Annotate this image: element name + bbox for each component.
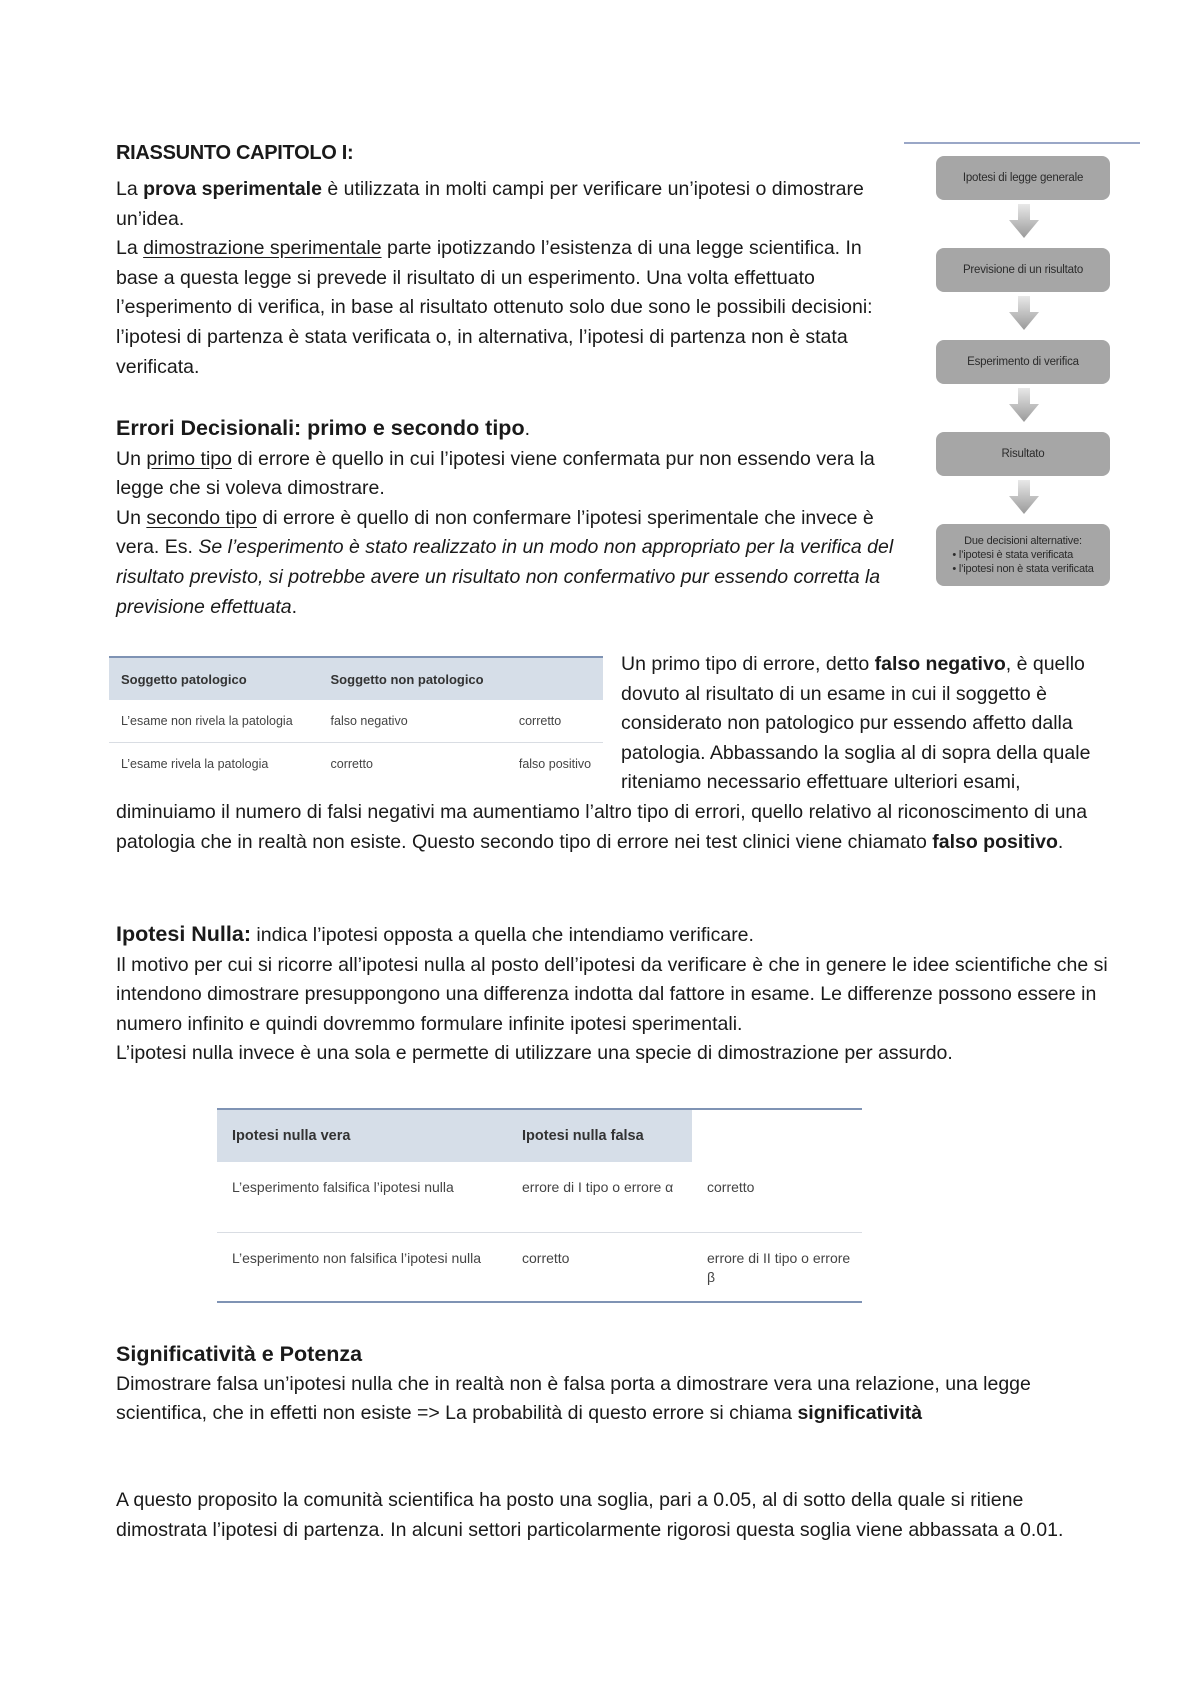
errori-paragraph-2: [116, 504, 906, 622]
text-span: indica l’ipotesi opposta a quella che intendiamo verificare.: [250, 924, 754, 946]
table-float-spacer: [116, 650, 621, 774]
flow-step-1: Ipotesi di legge generale: [936, 156, 1110, 200]
text-span: Un primo tipo di errore, detto: [621, 653, 875, 675]
table-cell: errore di II tipo o errore β: [707, 1249, 851, 1285]
text-span: di errore è quello in cui l’ipotesi viene confermata pur non essendo vera la legge che si voleva dimostrare.: [116, 447, 875, 500]
nulla-paragraph-2: L’ipotesi nulla invece è una sola e permette di utilizzare una specie di dimostrazione per assurdo.: [116, 1042, 953, 1065]
table-cell: falso positivo: [518, 757, 592, 771]
table-row: [217, 1162, 862, 1232]
table-cell: errore di I tipo o errore α: [507, 1162, 692, 1232]
nulla-paragraph-1: Il motivo per cui si ricorre all’ipotesi nulla al posto dell’ipotesi da verificare è che in genere le idee scientifiche che si intendono dimostrare presuppongono una differenza indotta dal fattore in esame. Le differenze possono essere in numero infinito e quindi dovremmo formulare infinite ipotesi sperimentali.: [116, 953, 1108, 1035]
bold-term: falso negativo: [874, 653, 1006, 675]
text-span: è utilizzata in molti campi per verificare un’ipotesi o dimostrare un’idea.: [116, 178, 864, 230]
flow-decision-item: • l’ipotesi è stata verificata: [952, 549, 1074, 561]
significativita-section: [116, 1340, 1116, 1429]
text-span: La: [116, 237, 144, 260]
text-span: .: [1057, 830, 1064, 853]
table-cell: L’esperimento falsifica l’ipotesi nulla: [217, 1162, 507, 1232]
underlined-term: secondo tipo: [146, 506, 257, 529]
flow-step-2: Previsione di un risultato: [936, 248, 1110, 292]
underlined-term: dimostrazione sperimentale: [143, 237, 382, 260]
section-heading: Significatività e Potenza: [116, 1342, 363, 1366]
chapter-title: RIASSUNTO CAPITOLO I:: [116, 142, 354, 164]
bold-term: significatività: [797, 1402, 923, 1425]
arrow-down-icon: [1009, 204, 1039, 238]
text-span: Un: [116, 447, 147, 470]
italic-example: Se l’esperimento è stato realizzato in un modo non appropriato per la verifica del risultato previsto, si potrebbe avere un risultato non confermativo pur essendo corretta la previsione effettuata: [116, 536, 894, 618]
errori-paragraph-1: [116, 445, 906, 504]
falsi-section: [116, 650, 1116, 857]
underlined-term: primo tipo: [146, 447, 232, 470]
flow-step-4: Risultato: [936, 432, 1110, 476]
table-header-cell: Ipotesi nulla falsa: [507, 1109, 692, 1162]
table-cell: falso negativo: [319, 700, 507, 743]
table-cell: L’esperimento non falsifica l’ipotesi nulla: [232, 1249, 482, 1266]
table-header-cell: Soggetto non patologico: [319, 657, 507, 700]
text-span: di errore è quello di non confermare l’ipotesi sperimentale che invece è vera. Es.: [116, 506, 874, 559]
bold-term: falso positivo: [932, 830, 1058, 853]
nulla-heading-line: [116, 920, 1116, 951]
errori-section: [116, 414, 906, 622]
text-span: parte ipotizzando l’esistenza di una legge scientifica. In base a questa legge si prevede il risultato di un esperimento. Una volta effettuato l’esperimento di verifica, in base al risultato ottenuto solo due sono le possibili decisioni: l’ipotesi di partenza è stata verificata o, in alternativa, l’ipotesi di partenza non è stata verificata.: [116, 237, 873, 378]
table-header-cell: Soggetto patologico: [109, 657, 319, 700]
arrow-down-icon: [1009, 480, 1039, 514]
arrow-down-icon: [1009, 296, 1039, 330]
table-header-cell: Ipotesi nulla vera: [217, 1109, 507, 1162]
intro-paragraph-2: [116, 234, 906, 382]
flow-decision-item: • l’ipotesi non è stata verificata: [952, 563, 1094, 575]
table-cell: L’esame rivela la patologia: [121, 757, 269, 771]
hypothesis-table: [217, 1108, 862, 1303]
section-heading: Ipotesi Nulla:: [116, 922, 251, 946]
arrow-down-icon: [1009, 388, 1039, 422]
intro-section: [116, 175, 906, 382]
table-row: [217, 1232, 862, 1302]
ipotesi-nulla-section: [116, 920, 1116, 1069]
table-header-cell: [692, 1109, 862, 1162]
text-span: Un: [116, 506, 147, 529]
text-span: , è quello dovuto al risultato di un esame in cui il soggetto è considerato non patologico pur essendo affetto dalla patologia. Abbassando la soglia al di sopra della quale riteniamo necessario effettuare ulteriori esami, diminuiamo il numero di falsi negativi ma aumentiamo l’altro tipo di errori, quello relativo al riconoscimento di una patologia che in realtà non esiste. Questo secondo tipo di errore nei test clinici viene chiamato: [116, 653, 1091, 853]
table-cell: corretto: [330, 757, 373, 771]
table-cell: L’esame non rivela la patologia: [109, 700, 319, 743]
soglia-paragraph: A questo proposito la comunità scientifica ha posto una soglia, pari a 0.05, al di sotto della quale si ritiene dimostrata l’ipotesi di partenza. In alcuni settori particolarmente rigorosi questa soglia viene abbassata a 0.01.: [116, 1489, 1064, 1541]
text-span: La: [116, 178, 144, 200]
table-header-row: [217, 1109, 862, 1162]
flowchart: [904, 142, 1144, 592]
intro-paragraph-1: [116, 175, 906, 234]
flow-step-3: Esperimento di verifica: [936, 340, 1110, 384]
bold-term: prova sperimentale: [143, 178, 322, 200]
flow-decisions-title: Due decisioni alternative:: [964, 535, 1082, 547]
flow-decisions-list: [952, 548, 1093, 576]
errori-heading: [116, 414, 906, 445]
table-cell: corretto: [507, 700, 603, 743]
section-heading: Errori Decisionali: primo e secondo tipo: [116, 416, 525, 440]
flow-step-decisions: [936, 524, 1110, 586]
text-span: .: [291, 595, 298, 618]
text-span: .: [524, 418, 530, 440]
table-cell: corretto: [522, 1249, 570, 1266]
significativita-paragraph-1: [116, 1370, 1116, 1429]
table-cell: corretto: [692, 1162, 862, 1232]
text-span: Dimostrare falsa un’ipotesi nulla che in realtà non è falsa porta a dimostrare vera una relazione, una legge scientifica, che in effetti non esiste => La probabilità di questo errore si chiama: [116, 1372, 1031, 1425]
